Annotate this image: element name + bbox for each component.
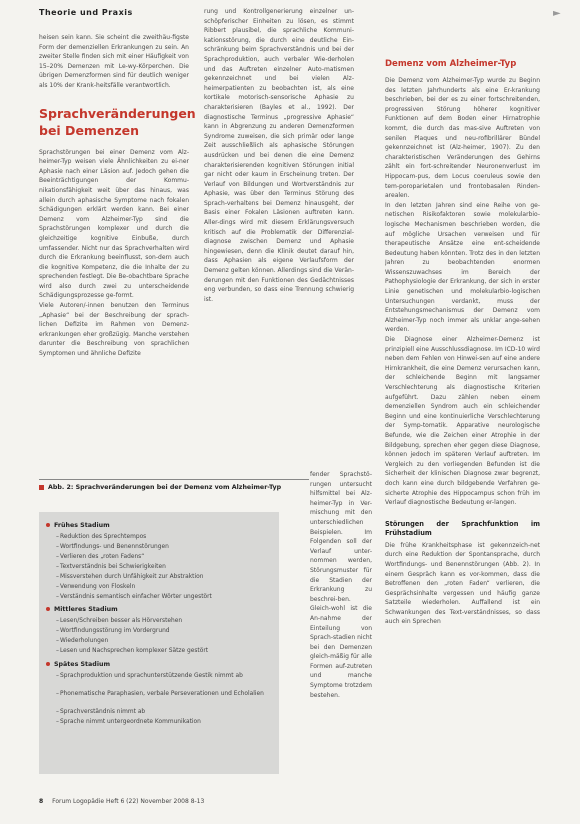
stage-label: Spätes Stadium (46, 661, 110, 668)
figure-caption (39, 484, 379, 491)
list-item: –Wortfindungs- und Benennstörungen (56, 544, 169, 550)
list-item: –Phonematische Paraphasien, verbale Perseverationen und Echolalien (56, 691, 264, 697)
bullet-icon (46, 662, 50, 666)
paragraph-intro: heisen sein kann. Sie scheint die zweithäu-figste Form der demenziellen Erkrankungen zu sein. An zweiter Stelle finden sich mit einer Häufigkeit von 15–20% Demenzen mit Le-wy-Körperchen. Die übrigen Demenzformen sind für deutlich weniger als 10% der Krank-heitsfälle verantwortlich. (39, 34, 189, 89)
page-footer (39, 798, 204, 805)
list-item: –Lesen/Schreiben besser als Hörverstehen (56, 618, 183, 624)
section-arrow-icon: ► (553, 8, 561, 19)
column-3 (385, 59, 540, 789)
column-2-narrow (310, 470, 372, 760)
list-item: –Sprache nimmt untergeordnete Kommunikation (56, 719, 201, 725)
list-item: –Sprachverständnis nimmt ab (56, 709, 146, 715)
paragraph-body: Die Diagnose einer Alzheimer-Demenz ist prinzipiell eine Ausschlussdiagnose. Im ICD-10 wird neben dem Fehlen von Hinwei-sen auf eine andere Hirnkrankheit, die eine Demenz verursachen kann, der schleichende Beginn mit langsamer Verschlechterung als diagnostische Kriterien aufgeführt. Dazu zählen neben einem demenziellen Syndrom auch ein schleichender Beginn und eine kontinuierliche Verschlechterung der Symp-tomatik. Apparative neurologische Befunde, wie die Zeichen einer Atrophie in der Bildgebung, sprechen eher gegen diese Diagnose, können jedoch im späteren Verlauf auftreten. Im Vergleich zu den vorliegenden Befunden ist die Sicherheit der klinischen Diagnose zwar begrenzt, doch kann eine durch bildgebende Verfahren ge-sicherte Atrophie des Hippocampus schon früh im Verlauf diagnostische Bedeutung er-langen. (385, 336, 540, 507)
heading-demenz-alzheimer: Demenz vom Alzheimer-Typ (385, 59, 517, 69)
page-number: 8 (39, 798, 44, 805)
paragraph-body: Sprachstörungen bei einer Demenz vom Alz-heimer-Typ weisen viele Ähnlichkeiten zu ei-ner Aphasie nach einer Läsion auf. Jedoch gehen die Beeinträchtigungen der Kommu-nikationsfähigkeit weit über das hinaus, was allein durch aphasische Symptome nach fokalen Schädigungen erklärt werden kann. Bei einer Demenz vom Alzheimer-Typ sind die Sprachstörungen komplexer und durch die gleichzeitige kognitive Einbuße, durch umfassender. Nicht nur das Sprachverhalten wird durch die Erkrankung beeinflusst, son-dern auch die kognitive Kompetenz, die die Inhalte der zu sprechenden festlegt. Die Be-obachtbare Sprache wird also durch zwei zu unterscheidende Schädigungsprozesse ge-formt. (39, 148, 189, 300)
square-bullet-icon (39, 485, 44, 490)
paragraph-body: Die Demenz vom Alzheimer-Typ wurde zu Beginn des letzten Jahrhunderts als eine Er-krankung beschrieben, bei der es zu einer fortschreitenden, progressiven Störung höherer kognitiver Funktionen auf dem Boden einer Hirnatrophie kommt, die durch das mas-sive Auftreten von senilen Plaques und neu-rofibrillärer Bündel gekennzeichnet ist (Alz-heimer, 1907). Zu den charakteristischen Veränderungen des Gehirns zählt ein fort-schreitender Neuronenverlust im Hippocam-pus, dem Locus coeruleus sowie den tem-poroparietalen und frontobasalen Rinden-arealen. (385, 77, 540, 200)
figure-title: Abb. 2: Sprachveränderungen bei der Demenz vom Alzheimer-Typ (48, 484, 282, 491)
paragraph-body: Viele Autoren/-innen benutzen den Terminus „Aphasie“ bei der Beschreibung der sprach-lichen Defizite im Rahmen von Demenz-erkrankungen eher großzügig. Manche verstehen darunter die Beschreibung von sprachlichen Symptomen und ähnliche Defizite (39, 302, 189, 358)
list-item: –Sprachproduktion und sprachunterstützende Gestik nimmt ab (56, 673, 243, 679)
list-item: –Verständnis semantisch einfacher Wörter ungestört (56, 594, 212, 600)
footer-citation: Forum Logopädie Heft 6 (22) November 2008 8-13 (52, 798, 205, 805)
heading-stoerungen-fruehstadium: Störungen der Sprachfunktion im Frühstadium (385, 519, 540, 537)
section-header: Theorie und Praxis (39, 8, 133, 17)
list-item: –Wortfindungsstörung im Vordergrund (56, 628, 170, 634)
list-item: –Textverständnis bei Schwierigkeiten (56, 564, 166, 570)
list-item: –Wiederholungen (56, 638, 109, 644)
bullet-icon (46, 523, 50, 527)
bullet-icon (46, 607, 50, 611)
heading-sprachveraenderungen: Sprachveränderungen bei Demenzen (39, 105, 196, 138)
paragraph-body: In den letzten Jahren sind eine Reihe von ge-netischen Risikofaktoren sowie molekularbio-logische Mechanismen beschrieben worden, die auf mögliche Ursachen verweisen und für therapeutische Ansätze eine ent-scheidende Bedeutung haben könnten. Trotz des in den letzten Jahren zu beobachtenden enormen Wissenszuwachses im Bereich der Pathophysiologie der Erkrankung, der sich in erster Linie genetischen und molekularbio-logischen Untersuchungen verdankt, muss der Entstehungsmechanismus der Demenz vom Alzheimer-Typ noch immer als unklar ange-sehen werden. (385, 201, 540, 334)
list-item: –Missverstehen durch Unfähigkeit zur Abstraktion (56, 574, 204, 580)
stage-label: Mittleres Stadium (46, 606, 118, 613)
paragraph-body: fender Sprachstö-rungen untersucht hilfsmittel bei Alz-heimer-Typ in Ver-mischung mit den unterschiedlichen Beispielen. Im Folgenden soll der Verlauf unter-nommen werden, Störungsmuster für die Stadien der Erkrankung zu beschrei-ben. Gleich-wohl ist die An-nahme der Einteilung von Sprach-stadien nicht bei den Demenzen gleich-mäßig für alle Formen auf-zutreten und manche Symptome trotzdem bestehen. (310, 471, 372, 699)
column-2-upper (204, 7, 354, 467)
list-item: –Verwendung von Floskeln (56, 584, 136, 590)
list-item: –Lesen und Nachsprechen komplexer Sätze gestört (56, 648, 209, 654)
list-item: –Verlieren des „roten Fadens“ (56, 554, 145, 560)
paragraph-body: rung und Kontrollgenerierung einzelner un-schöpferischer Einheiten zu lösen, es stimmt Ribbert plausibel, die sprachliche Kommuni-kationsstörung, die durch eine deutliche Ein-schränkung beim Sprachverständnis und bei der Sprachproduktion, auch verbaler Wie-derholen und das Auftreten einzelner Auto-matismen gekennzeichnet und bei vielen Alz-heimerpatienten zu beobachten ist, als eine kortikale motorisch-sensorische Aphasie zu charakterisieren (Bayles et al., 1992). Der diagnostische Terminus „progressive Aphasie“ kann in Abgrenzung zu anderen Demenzformen Syndrome zuweisen, die sich primär oder lange Zeit ausschließlich als aphasische Störungen ausdrücken und bei denen die eine Demenz charakterisierenden kognitiven Störungen initial gar nicht oder kaum in Erscheinung treten. Der Verlauf von Bildungen und Wortverständnis zur Aphasie, was über den Terminus Störung des Sprach-verhaltens bei Demenz hinausgeht, der Basis einer Fokalen Läsionen auftreten kann. Aller-dings wird mit diesem Erklärungsversuch kritisch auf die Problematik der Differenzial-diagnose zwischen Demenz und Aphasie hingewiesen, denn die Klinik deutet darauf hin, dass Aphasien als eigene Verlaufsform der Demenz gelten können. Allerdings sind die Verän-derungen mit den Funktionen des Gedächtnisses eng verbunden, so dass eine Trennung schwierig ist. (204, 8, 354, 303)
column-1 (39, 33, 196, 359)
list-item: –Reduktion des Sprechtempos (56, 534, 147, 540)
paragraph-body: Die frühe Krankheitsphase ist gekennzeich-net durch eine Reduktion der Spontansprache, durch Wortfindungs- und Benennstörungen (Abb. 2). In einem Gespräch kann es vor-kommen, dass die Betroffenen den „roten Faden“ verlieren, die Gesprächsinhalte vergessen und häufig ganze Satzteile wiederholen. Auffallend ist ein Schwankungen des Text-verständnisses, so dass auch ein Sprechen (385, 541, 540, 626)
stage-label: Frühes Stadium (46, 522, 110, 529)
divider (39, 479, 309, 480)
